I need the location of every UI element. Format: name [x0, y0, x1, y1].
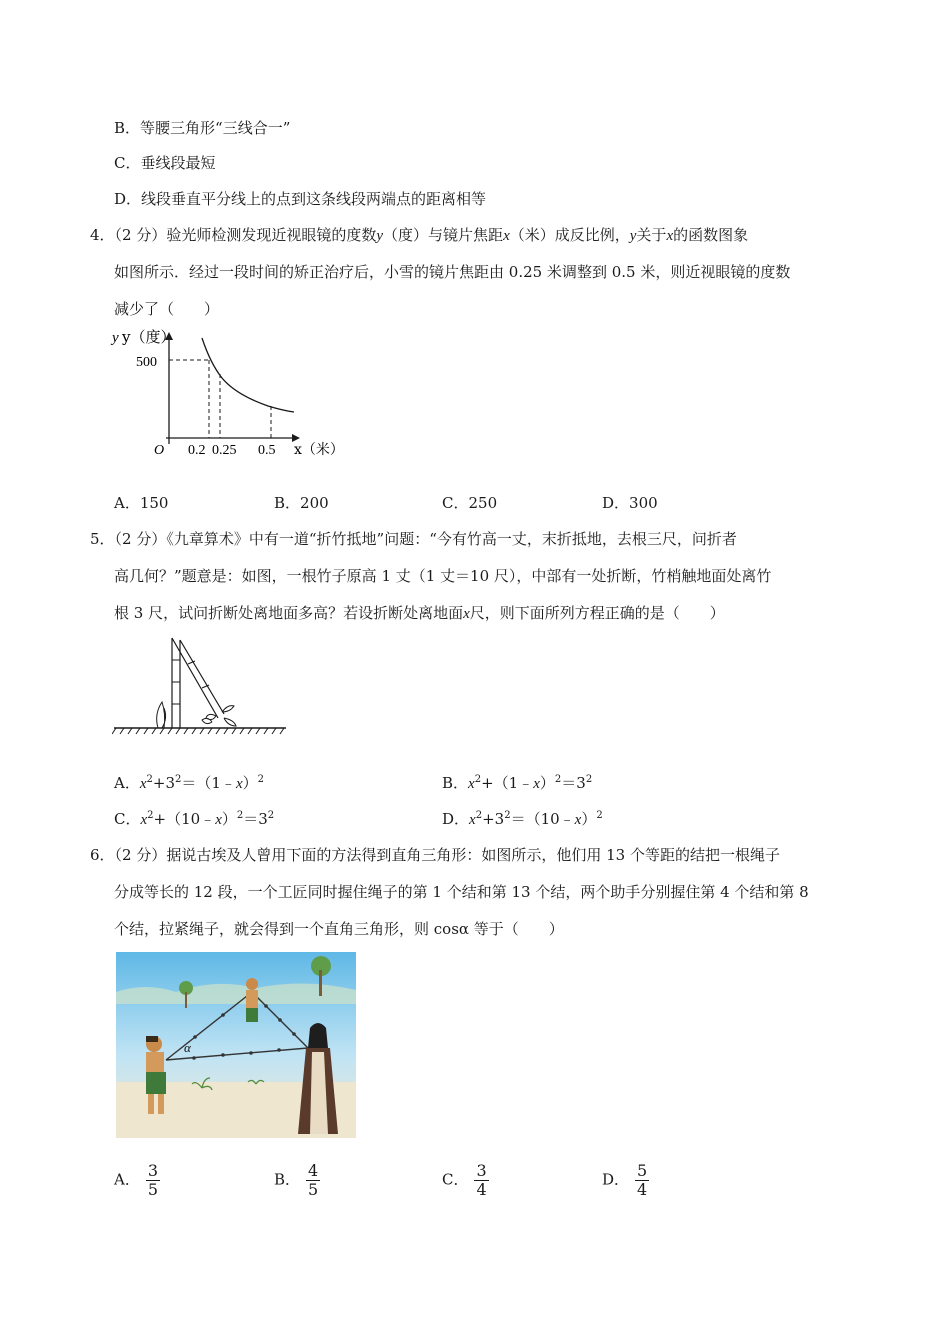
- fraction: [474, 1162, 488, 1199]
- q5-option-c[interactable]: [114, 808, 274, 829]
- x-tick-0.25: 0.25: [212, 443, 237, 458]
- q5-bamboo-figure: [112, 630, 288, 738]
- txt: ＝3: [561, 774, 586, 792]
- q4-text-a: 验光师检测发现近视眼镜的度数: [166, 226, 377, 244]
- exp: 2: [146, 774, 153, 785]
- exp: 2: [257, 774, 264, 785]
- q5-option-a[interactable]: [114, 772, 264, 793]
- txt: +（1﹣: [481, 774, 534, 792]
- bamboo-leaves: [202, 706, 236, 726]
- q4-line2: 如图所示．经过一段时间的矫正治疗后，小雪的镜片焦距由 0.25 米调整到 0.5 米，则近视眼镜的度数: [114, 263, 791, 281]
- x-axis-arrow: [292, 434, 300, 442]
- q6-line3: 个结，拉紧绳子，就会得到一个直角三角形，则 cosα 等于（ ）: [114, 920, 564, 938]
- x-axis-label: x（米）: [294, 442, 344, 458]
- q6-option-b[interactable]: [274, 1162, 320, 1199]
- var: x: [469, 812, 476, 828]
- bamboo-nodes: [172, 660, 180, 704]
- exp: 2: [147, 810, 154, 821]
- txt: +（10﹣: [153, 810, 216, 828]
- top-worker-figure: [246, 978, 258, 1022]
- q4-graph: [108, 322, 353, 462]
- q4-option-a[interactable]: A．150: [114, 494, 169, 512]
- q6-option-a[interactable]: [114, 1162, 160, 1199]
- q3-option-c[interactable]: C．垂线段最短: [114, 154, 216, 172]
- opt-label: B．: [442, 774, 469, 792]
- q5-text3b: 尺，则下面所列方程正确的是（ ）: [469, 604, 725, 622]
- bamboo-trunk: [172, 638, 180, 728]
- txt: ＝（10﹣: [510, 810, 575, 828]
- opt-label: B．: [274, 1170, 301, 1189]
- y-tick-500: 500: [136, 355, 157, 370]
- denominator: 5: [147, 1180, 159, 1199]
- opt-label: D．: [602, 1170, 630, 1189]
- numerator: 3: [476, 1161, 487, 1180]
- q6-line2: 分成等长的 12 段，一个工匠同时握住绳子的第 1 个结和第 13 个结，两个助手分别握住第 4 个结和第 8: [114, 883, 809, 901]
- y-axis-var: y: [112, 330, 119, 346]
- var: x: [468, 776, 475, 792]
- angle-alpha-label: α: [184, 1040, 191, 1055]
- q4-text-b: （度）与镜片焦距: [383, 226, 504, 244]
- q4-line1: [90, 224, 748, 245]
- var: x: [533, 776, 540, 792]
- q4-option-c[interactable]: C．250: [442, 494, 498, 512]
- exp: 2: [554, 774, 562, 785]
- var: x: [215, 812, 222, 828]
- q5-text1: 《九章算术》中有一道“折竹抵地”问题：“今有竹高一丈，末折抵地，去根三尺，问折者: [166, 530, 737, 548]
- q5-number: 5．: [90, 530, 115, 548]
- exp: 2: [585, 774, 593, 785]
- q4-option-b[interactable]: B．200: [274, 494, 329, 512]
- txt: ）: [242, 774, 258, 792]
- y-axis-label: y（度）: [122, 328, 176, 346]
- denominator: 4: [637, 1180, 648, 1199]
- q3-option-d[interactable]: D．线段垂直平分线上的点到这条线段两端点的距离相等: [114, 190, 487, 208]
- q4-text-c: （米）成反比例，: [509, 226, 630, 244]
- fraction: [146, 1162, 160, 1199]
- numerator: 3: [147, 1161, 159, 1180]
- q6-line1: [90, 844, 780, 865]
- q6-option-d[interactable]: [602, 1162, 649, 1199]
- opt-label: A．: [114, 774, 140, 792]
- q6-score: （2 分）: [114, 846, 167, 864]
- var: x: [574, 812, 582, 828]
- txt: ）: [221, 810, 237, 828]
- opt-label: C．: [442, 1170, 469, 1189]
- q4-number: 4．: [90, 226, 115, 244]
- q4-var-x2: x: [666, 228, 674, 244]
- bamboo-shoot: [157, 702, 166, 728]
- origin-label: O: [154, 443, 165, 458]
- x-tick-0.2: 0.2: [188, 443, 206, 458]
- q4-text-e: 的函数图象: [673, 226, 749, 244]
- numerator: 4: [308, 1161, 319, 1180]
- ground-hatch: [112, 728, 284, 734]
- fraction: [635, 1162, 649, 1199]
- exp: 2: [175, 774, 182, 785]
- exp: 2: [596, 810, 603, 821]
- q5-line1: [90, 528, 737, 549]
- inverse-curve: [202, 338, 294, 412]
- var: x: [139, 776, 147, 792]
- q5-text3a: 根 3 尺，试问折断处离地面多高？若设折断处离地面: [114, 604, 464, 622]
- fraction: [306, 1162, 320, 1199]
- exp: 2: [236, 810, 244, 821]
- q6-text1: 据说古埃及人曾用下面的方法得到直角三角形：如图所示，他们用 13 个等距的结把一根绳子: [166, 846, 780, 864]
- q5-score: （2 分）: [114, 530, 167, 548]
- x-tick-0.5: 0.5: [258, 443, 276, 458]
- opt-label: C．: [114, 810, 141, 828]
- txt: ＝3: [243, 810, 268, 828]
- q4-option-d[interactable]: D．300: [602, 494, 658, 512]
- q5-line3: [114, 602, 725, 623]
- opt-label: D．: [442, 810, 470, 828]
- q5-line2: 高几何？”题意是：如图，一根竹子原高 1 丈（1 丈＝10 尺），中部有一处折断，竹梢触地面处离竹: [114, 567, 772, 585]
- q4-text-d: 关于: [636, 226, 667, 244]
- q4-var-x: x: [503, 228, 510, 244]
- txt: ）: [539, 774, 555, 792]
- txt: +3: [152, 774, 176, 792]
- q5-option-d[interactable]: [442, 808, 603, 829]
- numerator: 5: [637, 1161, 648, 1180]
- exp: 2: [504, 810, 511, 821]
- q6-egypt-picture: [116, 952, 356, 1138]
- q4-line3: 减少了（ ）: [114, 300, 220, 318]
- exp: 2: [474, 774, 482, 785]
- q5-var-x: x: [463, 606, 470, 622]
- q3-option-b[interactable]: B．等腰三角形“三线合一”: [114, 119, 291, 137]
- q4-var-y2: y: [629, 228, 637, 244]
- q6-option-c[interactable]: [442, 1162, 489, 1199]
- txt: ）: [581, 810, 597, 828]
- var: x: [235, 776, 243, 792]
- q4-var-y: y: [376, 228, 384, 244]
- denominator: 5: [308, 1180, 319, 1199]
- txt: +3: [482, 810, 505, 828]
- q5-option-b[interactable]: [442, 772, 592, 793]
- q6-number: 6．: [90, 846, 115, 864]
- txt: ＝（1﹣: [181, 774, 236, 792]
- q4-score: （2 分）: [114, 226, 167, 244]
- var: x: [140, 812, 148, 828]
- opt-label: A．: [114, 1170, 140, 1189]
- exp: 2: [475, 810, 483, 821]
- exp: 2: [267, 810, 275, 821]
- denominator: 4: [476, 1180, 487, 1199]
